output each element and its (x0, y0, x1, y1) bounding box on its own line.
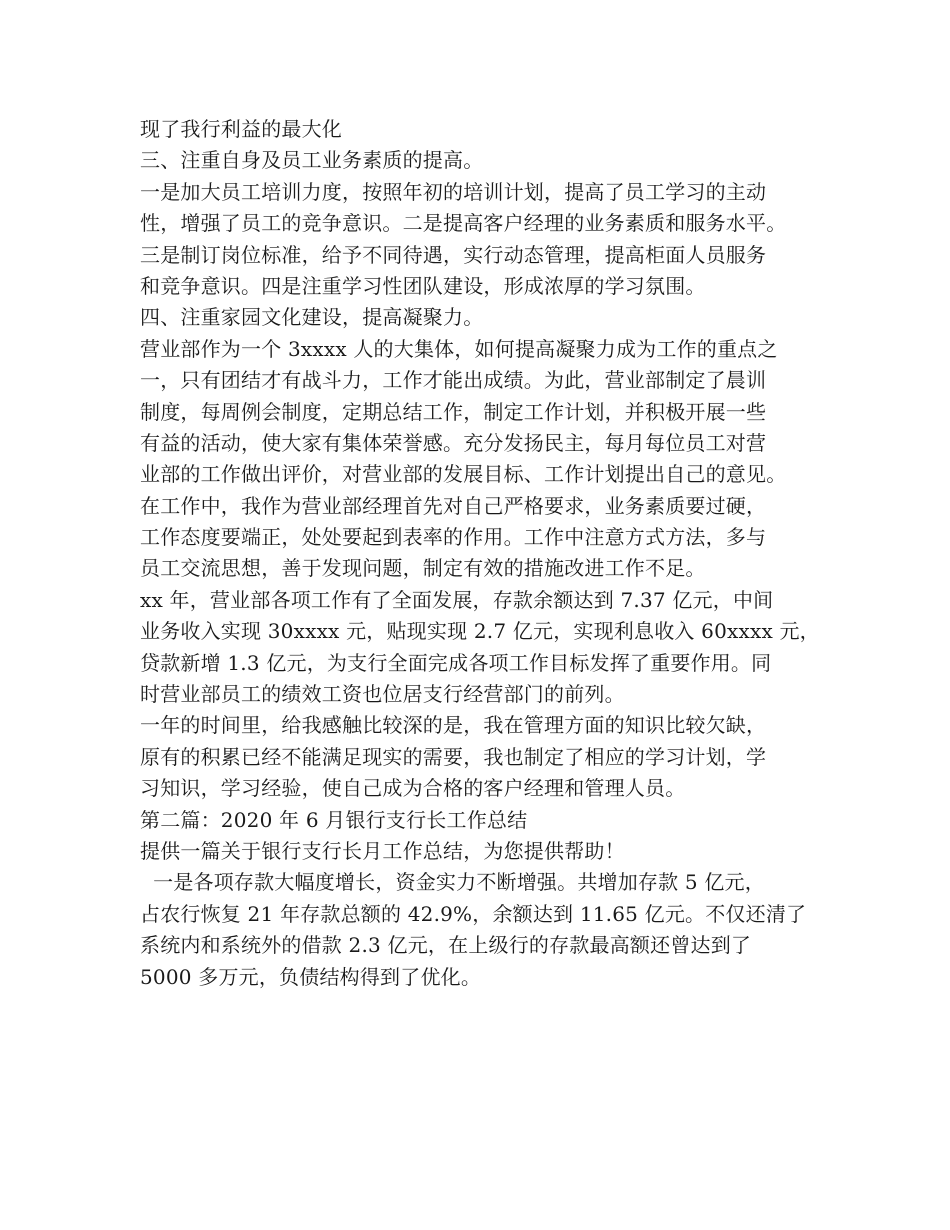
text-line: 工作态度要端正，处处要起到表率的作用。工作中注意方式方法，多与 (140, 525, 767, 550)
text-line: 贷款新增 1.3 亿元，为支行全面完成各项工作目标发挥了重要作用。同 (140, 650, 772, 675)
text-line: 提供一篇关于银行支行长月工作总结，为您提供帮助！ (140, 838, 625, 863)
text-line: 一年的时间里，给我感触比较深的是，我在管理方面的知识比较欠缺， (140, 713, 767, 738)
text-line: 占农行恢复 21 年存款总额的 42.9%，余额达到 11.65 亿元。不仅还清了 (140, 901, 807, 926)
text-line: 营业部作为一个 3xxxx 人的大集体，如何提高凝聚力成为工作的重点之 (140, 336, 778, 361)
text-line: 一是各项存款大幅度增长，资金实力不断增强。共增加存款 5 亿元， (140, 870, 765, 895)
text-line: 有益的活动，使大家有集体荣誉感。充分发扬民主，每月每位员工对营 (140, 430, 767, 455)
text-line: 5000 多万元，负债结构得到了优化。 (140, 964, 482, 989)
text-line: 一是加大员工培训力度，按照年初的培训计划，提高了员工学习的主动 (140, 179, 767, 204)
text-line: 时营业部员工的绩效工资也位居支行经营部门的前列。 (140, 682, 625, 707)
text-line: 一，只有团结才有战斗力，工作才能出成绩。为此，营业部制定了晨训 (140, 368, 767, 393)
text-line: xx 年，营业部各项工作有了全面发展，存款余额达到 7.37 亿元，中间 (140, 587, 774, 612)
text-line: 性，增强了员工的竞争意识。二是提高客户经理的业务素质和服务水平。 (140, 211, 787, 236)
document-body (140, 114, 840, 993)
text-line: 三是制订岗位标准，给予不同待遇，实行动态管理，提高柜面人员服务 (140, 242, 767, 267)
text-line: 和竞争意识。四是注重学习性团队建设，形成浓厚的学习氛围。 (140, 273, 706, 298)
text-line: 员工交流思想，善于发现问题，制定有效的措施改进工作不足。 (140, 556, 706, 581)
section-heading: 三、注重自身及员工业务素质的提高。 (140, 148, 484, 173)
text-line: 系统内和系统外的借款 2.3 亿元，在上级行的存款最高额还曾达到了 (140, 933, 752, 958)
text-line: 制度，每周例会制度，定期总结工作，制定工作计划，并积极开展一些 (140, 399, 767, 424)
article-title: 第二篇：2020 年 6 月银行支行长工作总结 (140, 807, 528, 832)
text-line: 习知识，学习经验，使自己成为合格的客户经理和管理人员。 (140, 776, 686, 801)
text-line: 原有的积累已经不能满足现实的需要，我也制定了相应的学习计划，学 (140, 744, 767, 769)
text-line: 业部的工作做出评价，对营业部的发展目标、工作计划提出自己的意见。 (140, 462, 787, 487)
text-line: 在工作中，我作为营业部经理首先对自己严格要求，业务素质要过硬， (140, 493, 767, 518)
text-line: 现了我行利益的最大化 (140, 117, 342, 141)
section-heading: 四、注重家园文化建设，提高凝聚力。 (140, 305, 484, 330)
text-line: 业务收入实现 30xxxx 元，贴现实现 2.7 亿元，实现利息收入 60xxxx 元， (140, 619, 820, 644)
